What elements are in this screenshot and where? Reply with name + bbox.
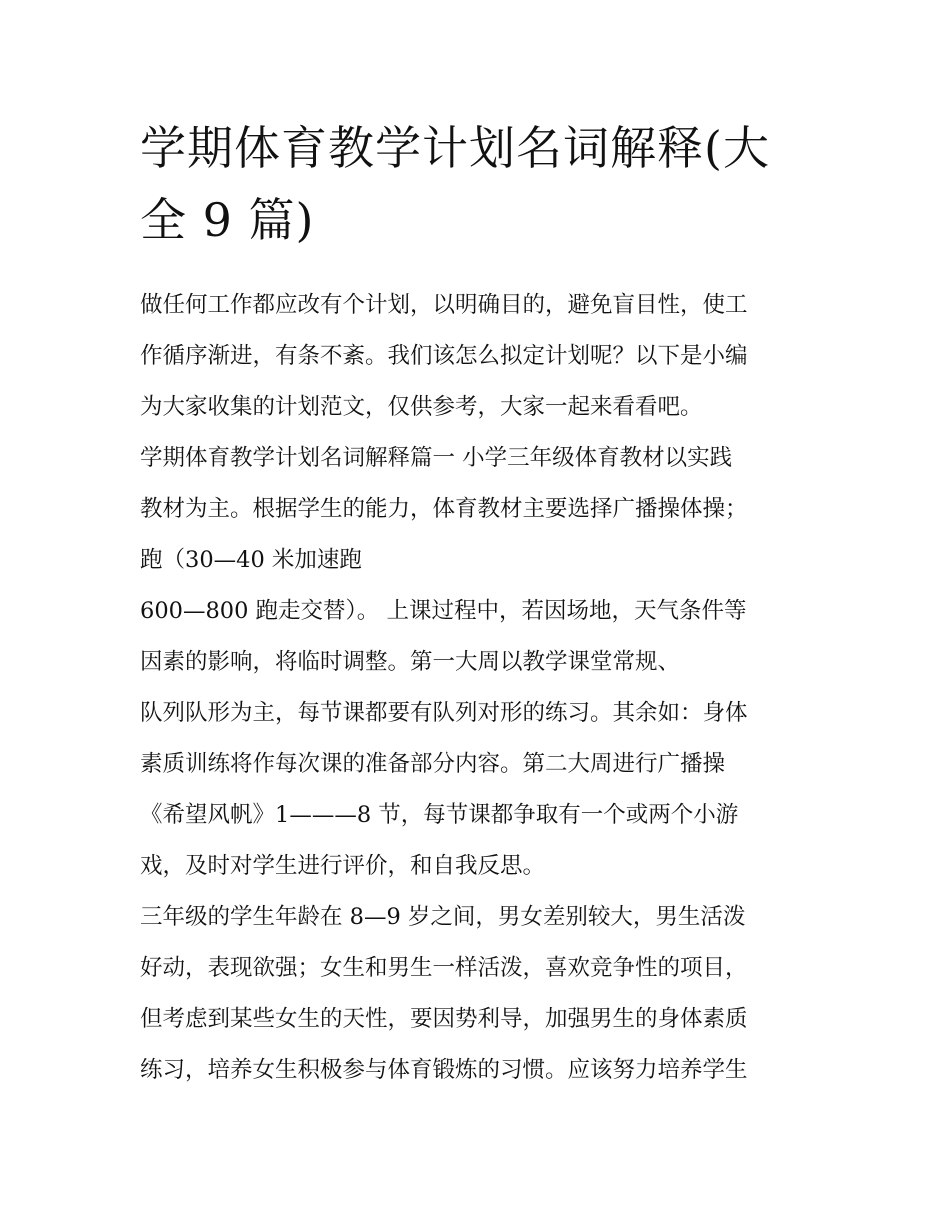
body-line: 素质训练将作每次课的准备部分内容。第二大周进行广播操 xyxy=(140,751,726,777)
body-line: 作循序渐进，有条不紊。我们该怎么拟定计划呢？以下是小编 xyxy=(140,343,748,369)
body-line: 队列队形为主，每节课都要有队列对形的练习。其余如：身体 xyxy=(140,700,748,726)
body-line: 但考虑到某些女生的天性，要因势利导，加强男生的身体素质 xyxy=(140,1006,748,1032)
body-line: 戏，及时对学生进行评价，和自我反思。 xyxy=(140,853,546,879)
body-line: 学期体育教学计划名词解释篇一 小学三年级体育教材以实践 xyxy=(140,445,733,471)
body-line: 练习，培养女生积极参与体育锻炼的习惯。应该努力培养学生 xyxy=(140,1057,748,1083)
body-line: 《希望风帆》1———8 节，每节课都争取有一个或两个小游 xyxy=(140,802,739,828)
body-line: 教材为主。根据学生的能力，体育教材主要选择广播操体操； xyxy=(140,496,748,522)
body-line: 好动，表现欲强；女生和男生一样活泼，喜欢竞争性的项目， xyxy=(140,955,748,981)
body-line: 做任何工作都应改有个计划，以明确目的，避免盲目性，使工 xyxy=(140,292,748,318)
title-line-2: 全 9 篇) xyxy=(140,193,315,247)
document-body xyxy=(140,280,820,1096)
body-line: 600—800 跑走交替）。 上课过程中，若因场地，天气条件等 xyxy=(140,598,747,624)
body-line: 为大家收集的计划范文，仅供参考，大家一起来看看吧。 xyxy=(140,394,703,420)
document-title xyxy=(140,112,820,256)
title-line-1: 学期体育教学计划名词解释(大 xyxy=(140,121,770,175)
body-line: 因素的影响，将临时调整。第一大周以教学课堂常规、 xyxy=(140,649,681,675)
body-line: 三年级的学生年龄在 8—9 岁之间，男女差别较大，男生活泼 xyxy=(140,904,746,930)
body-line: 跑（30—40 米加速跑 xyxy=(140,547,362,573)
